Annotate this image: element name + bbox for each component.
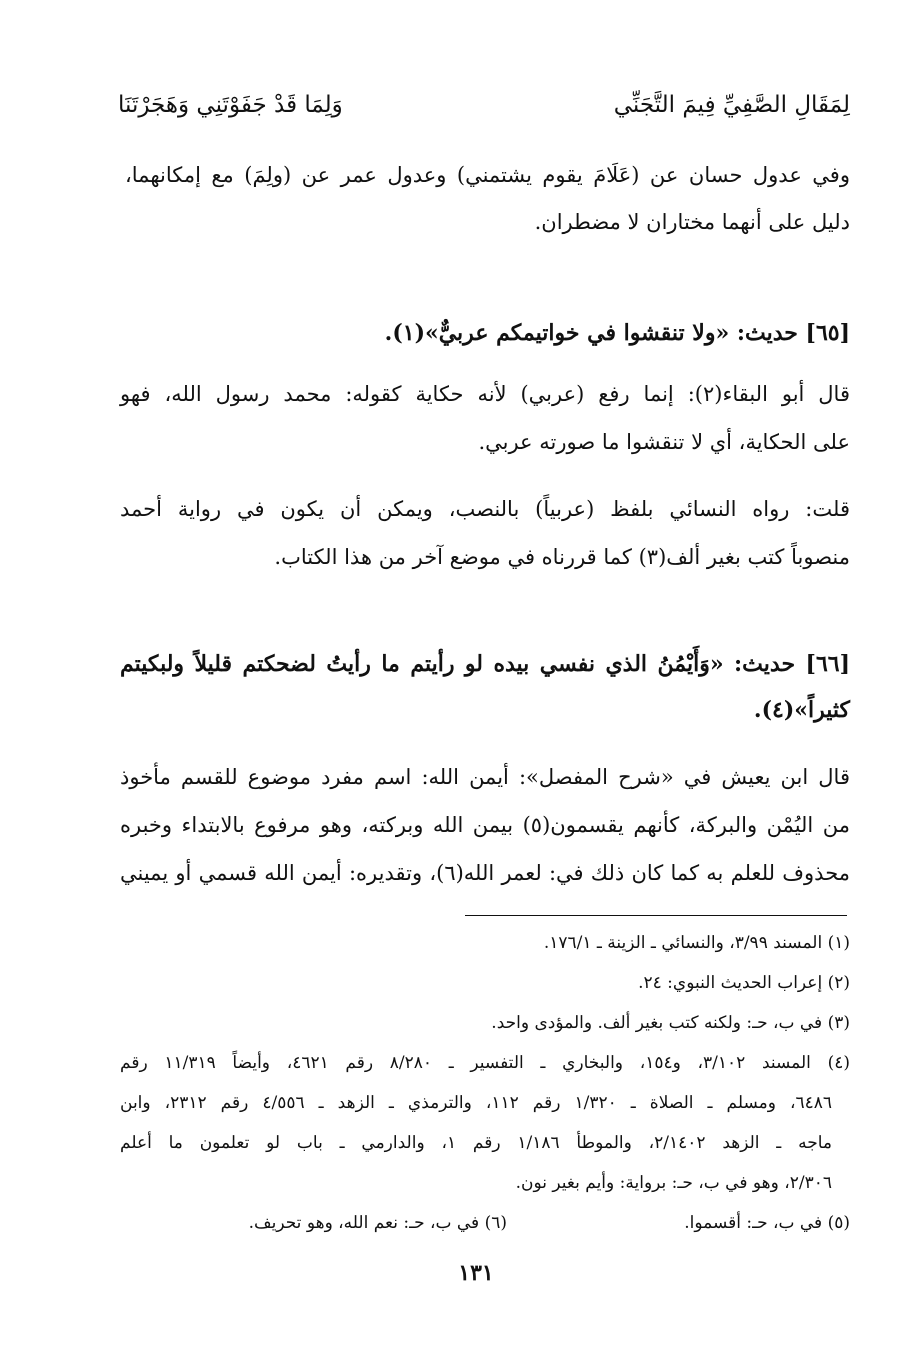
footnote-4-line-2: ٦٤٨٦، ومسلم ـ الصلاة ـ ١/٣٢٠ رقم ١١٢، والترمذي ـ الزهد ـ ٤/٥٥٦ رقم ٢٣١٢، وابن bbox=[120, 1093, 832, 1113]
footnote-3: (٣) في ب، حـ: ولكنه كتب بغير ألف. والمؤدى واحد. bbox=[491, 1013, 850, 1033]
footnote-1: (١) المسند ٣/٩٩، والنسائي ـ الزينة ـ ١٧٦/١. bbox=[543, 933, 850, 953]
hadith-66-p1-line-3: محذوف للعلم به كما كان ذلك في: لعمر الله(٦)، وتقديره: أيمن الله قسمي أو يميني bbox=[120, 861, 851, 885]
hadith-66-heading-line-1: [٦٦] حديث: «وَأَيْمُنُ الذي نفسي بيده لو رأيتم ما رأيتُ لضحكتم قليلاً ولبكيتم bbox=[120, 651, 850, 677]
footnote-2: (٢) إعراب الحديث النبوي: ٢٤. bbox=[638, 973, 850, 993]
footnote-4-line-3: ماجه ـ الزهد ٢/١٤٠٢، والموطأ ١/١٨٦ رقم ١، والدارمي ـ باب لو تعلمون ما أعلم bbox=[120, 1133, 832, 1153]
hadith-65-heading: [٦٥] حديث: «ولا تنقشوا في خواتيمكم عربيٌّ»(١). bbox=[384, 320, 850, 346]
hadith-65-p2-line-1: قلت: رواه النسائي بلفظ (عربياً) بالنصب، ويمكن أن يكون في رواية أحمد bbox=[120, 497, 850, 521]
page-number: ١٣١ bbox=[458, 1260, 494, 1286]
verse-hemistich-left: وَلِمَا قَدْ جَفَوْتَنِي وَهَجَرْتَنَا bbox=[118, 92, 343, 118]
footnote-separator bbox=[465, 915, 847, 916]
hadith-65-p1-line-1: قال أبو البقاء(٢): إنما رفع (عربي) لأنه حكاية كقوله: محمد رسول الله، فهو bbox=[120, 382, 850, 406]
hadith-66-heading-line-2: كثيراً»(٤). bbox=[753, 697, 850, 723]
hadith-65-p2-line-2: منصوباً كتب بغير ألف(٣) كما قررناه في موضع آخر من هذا الكتاب. bbox=[274, 545, 850, 569]
hadith-66-p1-line-2: من اليُمْن والبركة، كأنهم يقسمون(٥) بيمن الله وبركته، وهو مرفوع بالابتداء وخبره bbox=[120, 813, 850, 837]
footnote-4-line-4: ٢/٣٠٦، وهو في ب، حـ: برواية: وأيم بغير نون. bbox=[515, 1173, 832, 1193]
footnote-4-line-1: (٤) المسند ٣/١٠٢، و١٥٤، والبخاري ـ التفسير ـ ٨/٢٨٠ رقم ٤٦٢١، وأيضاً ١١/٣١٩ رقم bbox=[120, 1053, 850, 1073]
intro-line-1: وفي عدول حسان عن (عَلَامَ يقوم يشتمني) وعدول عمر عن (ولِمَ) مع إمكانهما، bbox=[125, 163, 850, 187]
hadith-65-p1-line-2: على الحكاية، أي لا تنقشوا ما صورته عربي. bbox=[478, 430, 850, 454]
footnote-6: (٦) في ب، حـ: نعم الله، وهو تحريف. bbox=[248, 1213, 507, 1233]
verse-hemistich-right: لِمَقَالِ الصَّفِيِّ فِيمَ التَّجَنِّي bbox=[613, 92, 850, 118]
intro-line-2: دليل على أنهما مختاران لا مضطران. bbox=[534, 210, 850, 234]
hadith-66-p1-line-1: قال ابن يعيش في «شرح المفصل»: أيمن الله: اسم مفرد موضوع للقسم مأخوذ bbox=[120, 765, 850, 789]
footnote-5: (٥) في ب، حـ: أقسموا. bbox=[684, 1213, 850, 1233]
